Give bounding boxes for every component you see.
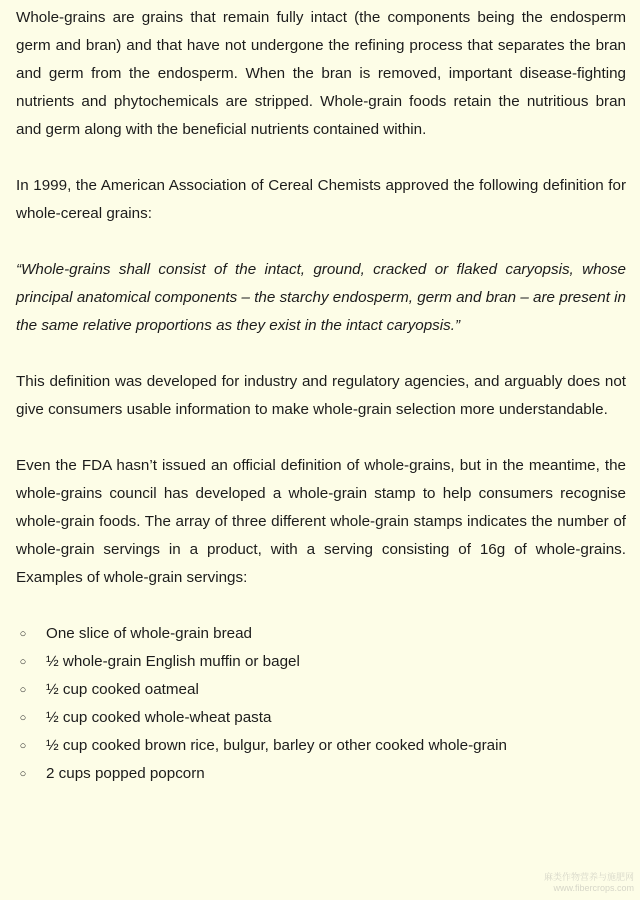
paragraph-spacer: [16, 340, 626, 368]
watermark-line-cn: 麻类作物营养与施肥网: [543, 872, 634, 882]
serving-label: ½ cup cooked oatmeal: [46, 681, 199, 698]
paragraph-spacer: [16, 592, 626, 620]
list-item: [16, 760, 626, 788]
serving-label: ½ whole-grain English muffin or bagel: [46, 653, 300, 670]
bullet-circle-icon: ○: [19, 656, 27, 668]
serving-label: One slice of whole-grain bread: [46, 625, 252, 642]
serving-label: ½ cup cooked brown rice, bulgur, barley or other cooked whole-grain: [46, 737, 507, 754]
definition-critique-paragraph: This definition was developed for industry and regulatory agencies, and arguably does not give consumers usable information to make whole-grain selection more understandable.: [16, 373, 626, 418]
bullet-circle-icon: ○: [19, 628, 27, 640]
bullet-circle-icon: ○: [19, 684, 27, 696]
list-item: [16, 732, 626, 760]
paragraph-spacer: [16, 144, 626, 172]
serving-label: 2 cups popped popcorn: [46, 765, 205, 782]
list-item: [16, 704, 626, 732]
bullet-circle-icon: ○: [19, 740, 27, 752]
intro-paragraph: Whole-grains are grains that remain fully intact (the components being the endosperm germ and bran) and that have not undergone the refining process that separates the bran and germ from the endosperm. When the bran is removed, important disease-fighting nutrients and phytochemicals are stripped. Whole-grain foods retain the nutritious bran and germ along with the beneficial nutrients contained within.: [16, 9, 626, 138]
site-watermark: [544, 872, 634, 894]
serving-label: ½ cup cooked whole-wheat pasta: [46, 709, 272, 726]
watermark-line-url: www.fibercrops.com: [553, 883, 634, 893]
list-item: [16, 648, 626, 676]
list-item: [16, 620, 626, 648]
document-body: [16, 4, 626, 788]
definition-quote: “Whole-grains shall consist of the intact, ground, cracked or flaked caryopsis, whose principal anatomical components – the starchy endosperm, germ and bran – are present in the same relative proportions as they exist in the intact caryopsis.”: [16, 261, 626, 334]
aacc-paragraph: In 1999, the American Association of Cereal Chemists approved the following definition for whole-cereal grains:: [16, 177, 626, 222]
paragraph-spacer: [16, 228, 626, 256]
servings-list: [16, 620, 626, 788]
list-item: [16, 676, 626, 704]
fda-paragraph: Even the FDA hasn’t issued an official definition of whole-grains, but in the meantime, the whole-grains council has developed a whole-grain stamp to help consumers recognise whole-grain foods. The array of three different whole-grain stamps indicates the number of whole-grain servings in a product, with a serving consisting of 16g of whole-grains. Examples of whole-grain servings:: [16, 457, 626, 586]
bullet-circle-icon: ○: [19, 768, 27, 780]
bullet-circle-icon: ○: [19, 712, 27, 724]
paragraph-spacer: [16, 424, 626, 452]
